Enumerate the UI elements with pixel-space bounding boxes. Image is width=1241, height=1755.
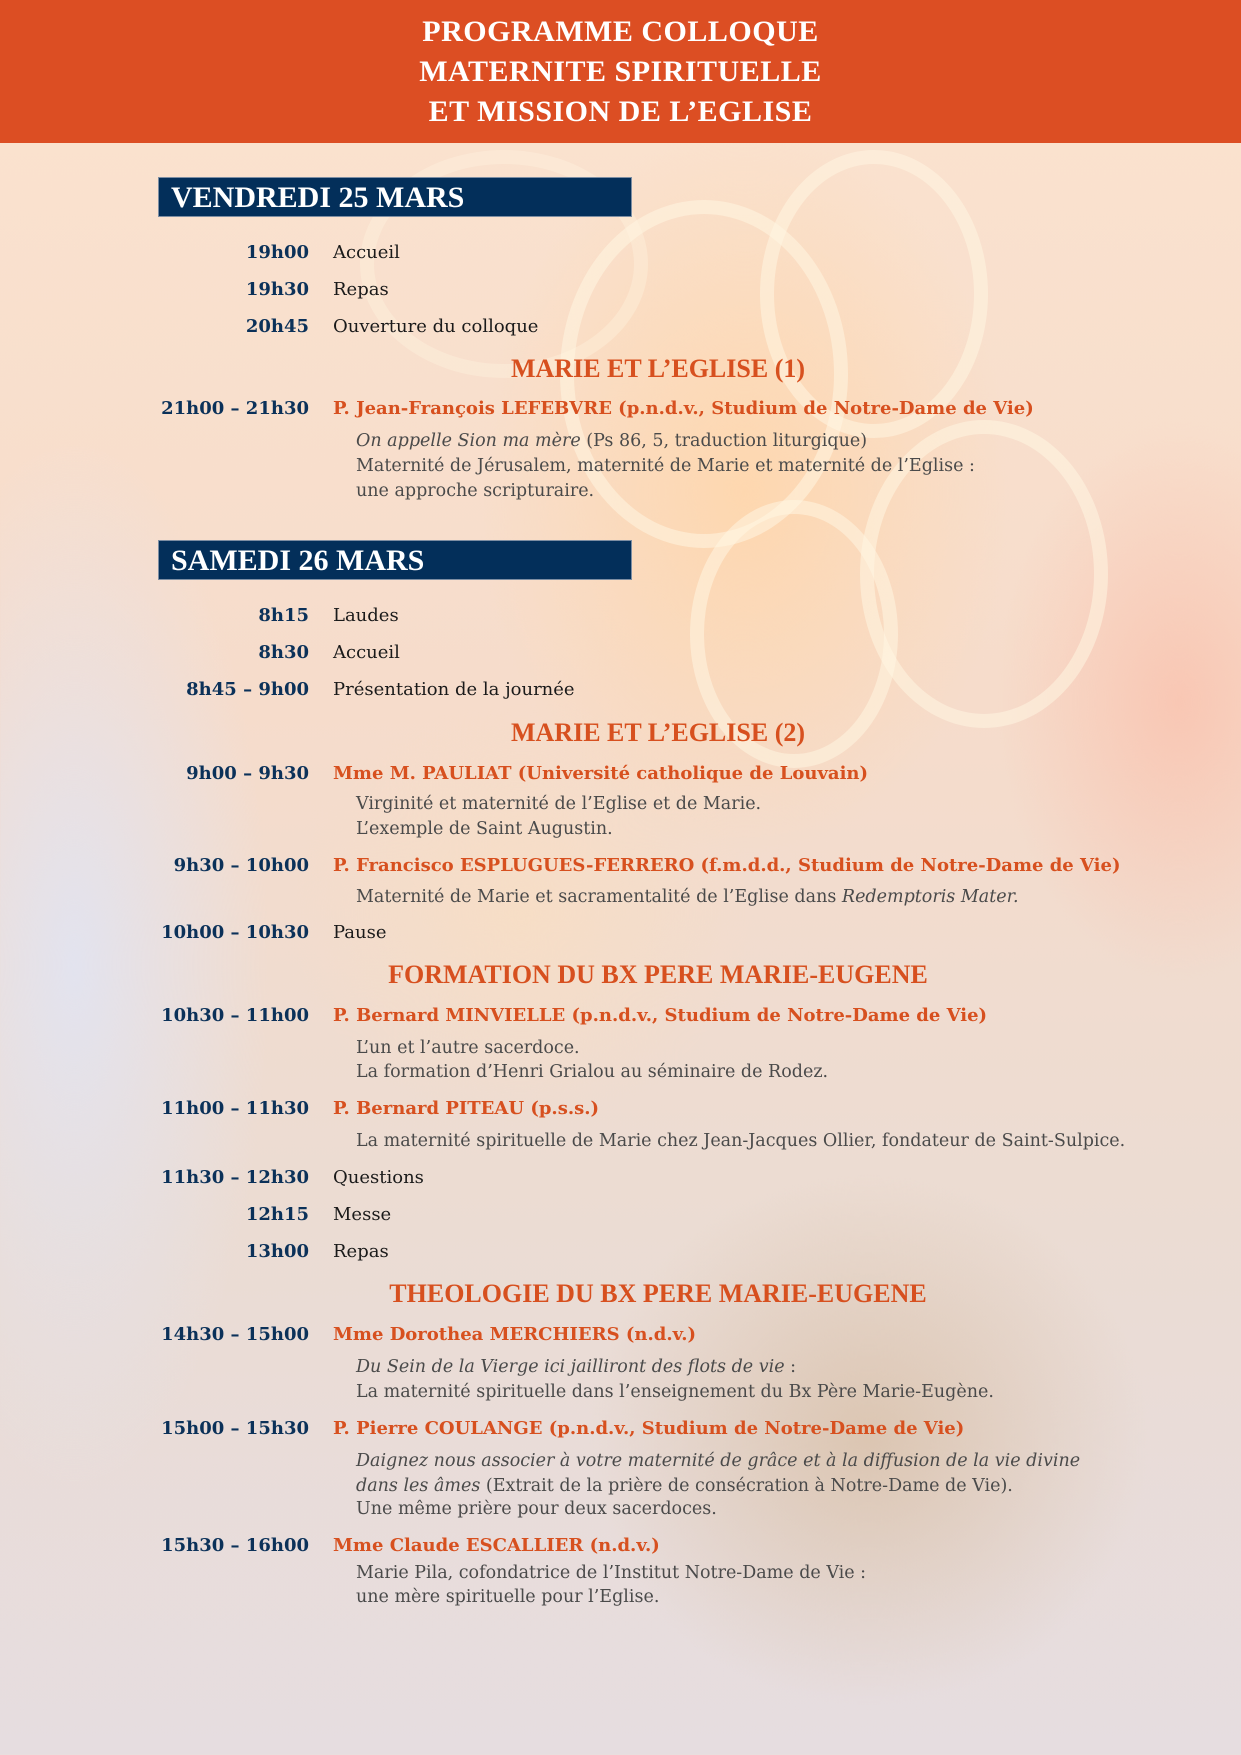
schedule-row [0, 242, 1241, 272]
talk-description-line: dans les âmes (Extrait de la prière de consécration à Notre-Dame de Vie). [356, 1476, 1013, 1496]
section-title: FORMATION DU BX PERE MARIE-EUGENE [388, 960, 928, 989]
event-label: Laudes [333, 605, 399, 626]
talk-description-line: Maternité de Jérusalem, maternité de Marie et maternité de l’Eglise : [356, 456, 975, 476]
time: 9h30 – 10h00 [173, 855, 309, 876]
day-banner-saturday: SAMEDI 26 MARS [158, 540, 632, 580]
section-title: MARIE ET L’EGLISE (2) [510, 718, 806, 747]
time: 19h30 [245, 279, 309, 300]
day-banner-friday: VENDREDI 25 MARS [158, 177, 632, 217]
talk-description-line: On appelle Sion ma mère (Ps 86, 5, traduction liturgique) [356, 431, 868, 451]
time: 20h45 [245, 316, 309, 337]
event-label: Questions [333, 1167, 424, 1188]
talk-description-line: La maternité spirituelle dans l’enseignement du Bx Père Marie-Eugène. [356, 1382, 994, 1402]
speaker: P. Pierre COULANGE (p.n.d.v., Studium de Notre-Dame de Vie) [333, 1418, 965, 1439]
talk-description-line: Daignez nous associer à votre maternité de grâce et à la diffusion de la vie divine [356, 1451, 1081, 1471]
header-title-line-3: ET MISSION DE L’EGLISE [428, 94, 813, 128]
time: 11h00 – 11h30 [161, 1098, 309, 1119]
talk-row [0, 398, 1241, 428]
speaker: P. Bernard PITEAU (p.s.s.) [333, 1098, 600, 1119]
talk-description-line: une mère spirituelle pour l’Eglise. [356, 1587, 660, 1607]
talk-row [0, 1005, 1241, 1035]
talk-description-line: Une même prière pour deux sacerdoces. [356, 1499, 717, 1519]
header-title-line-1: PROGRAMME COLLOQUE [422, 14, 819, 48]
talk-row [0, 763, 1241, 793]
talk-description-line: Maternité de Marie et sacramentalité de l’Eglise dans Redemptoris Mater. [356, 887, 1019, 907]
document-header [0, 0, 1241, 143]
event-label: Accueil [333, 642, 400, 663]
schedule-row [0, 605, 1241, 635]
talk-description-line: une approche scripturaire. [356, 481, 595, 501]
talk-description-line: La formation d’Henri Grialou au séminaire de Rodez. [356, 1062, 829, 1082]
talk-description-line: La maternité spirituelle de Marie chez Jean-Jacques Ollier, fondateur de Saint-Sulpice. [356, 1131, 1126, 1151]
time: 15h30 – 16h00 [161, 1535, 309, 1556]
schedule-row [0, 1204, 1241, 1234]
speaker: P. Bernard MINVIELLE (p.n.d.v., Studium de Notre-Dame de Vie) [333, 1005, 988, 1026]
talk-description-line: L’exemple de Saint Augustin. [356, 819, 613, 839]
schedule-row [0, 679, 1241, 709]
header-title-line-2: MATERNITE SPIRITUELLE [419, 54, 822, 88]
talk-row [0, 855, 1241, 885]
talk-description-line: Virginité et maternité de l’Eglise et de Marie. [356, 794, 762, 814]
talk-row [0, 1324, 1241, 1354]
time: 12h15 [245, 1204, 309, 1225]
event-label: Pause [333, 922, 387, 943]
time: 11h30 – 12h30 [161, 1167, 309, 1188]
time: 8h30 [258, 642, 309, 663]
speaker: Mme Dorothea MERCHIERS (n.d.v.) [333, 1324, 697, 1345]
event-label: Ouverture du colloque [333, 316, 539, 337]
talk-description-line: Du Sein de la Vierge ici jailliront des flots de vie : [356, 1357, 797, 1377]
speaker: Mme M. PAULIAT (Université catholique de Louvain) [333, 763, 869, 784]
talk-description-line: Marie Pila, cofondatrice de l’Institut Notre-Dame de Vie : [356, 1563, 867, 1583]
event-label: Repas [333, 279, 389, 300]
speaker: P. Jean-François LEFEBVRE (p.n.d.v., Studium de Notre-Dame de Vie) [333, 398, 1034, 419]
talk-description-line: L’un et l’autre sacerdoce. [356, 1038, 580, 1058]
time: 9h00 – 9h30 [186, 763, 309, 784]
schedule-row [0, 1167, 1241, 1197]
section-title: THEOLOGIE DU BX PERE MARIE-EUGENE [389, 1279, 927, 1308]
time: 14h30 – 15h00 [161, 1324, 309, 1345]
speaker: Mme Claude ESCALLIER (n.d.v.) [333, 1535, 660, 1556]
time: 21h00 – 21h30 [161, 398, 309, 419]
speaker: P. Francisco ESPLUGUES-FERRERO (f.m.d.d., Studium de Notre-Dame de Vie) [333, 855, 1121, 876]
talk-row [0, 1418, 1241, 1448]
time: 8h15 [258, 605, 309, 626]
event-label: Messe [333, 1204, 392, 1225]
schedule-row [0, 922, 1241, 952]
event-label: Repas [333, 1241, 389, 1262]
time: 15h00 – 15h30 [161, 1418, 309, 1439]
schedule-row [0, 642, 1241, 672]
time: 8h45 – 9h00 [186, 679, 309, 700]
schedule-row [0, 1241, 1241, 1271]
talk-row [0, 1098, 1241, 1128]
event-label: Présentation de la journée [333, 679, 575, 700]
schedule-row [0, 316, 1241, 346]
time: 13h00 [245, 1241, 309, 1262]
time: 10h00 – 10h30 [161, 922, 309, 943]
event-label: Accueil [333, 242, 400, 263]
time: 19h00 [245, 242, 309, 263]
section-title: MARIE ET L’EGLISE (1) [510, 354, 806, 383]
time: 10h30 – 11h00 [161, 1005, 309, 1026]
schedule-row [0, 279, 1241, 309]
